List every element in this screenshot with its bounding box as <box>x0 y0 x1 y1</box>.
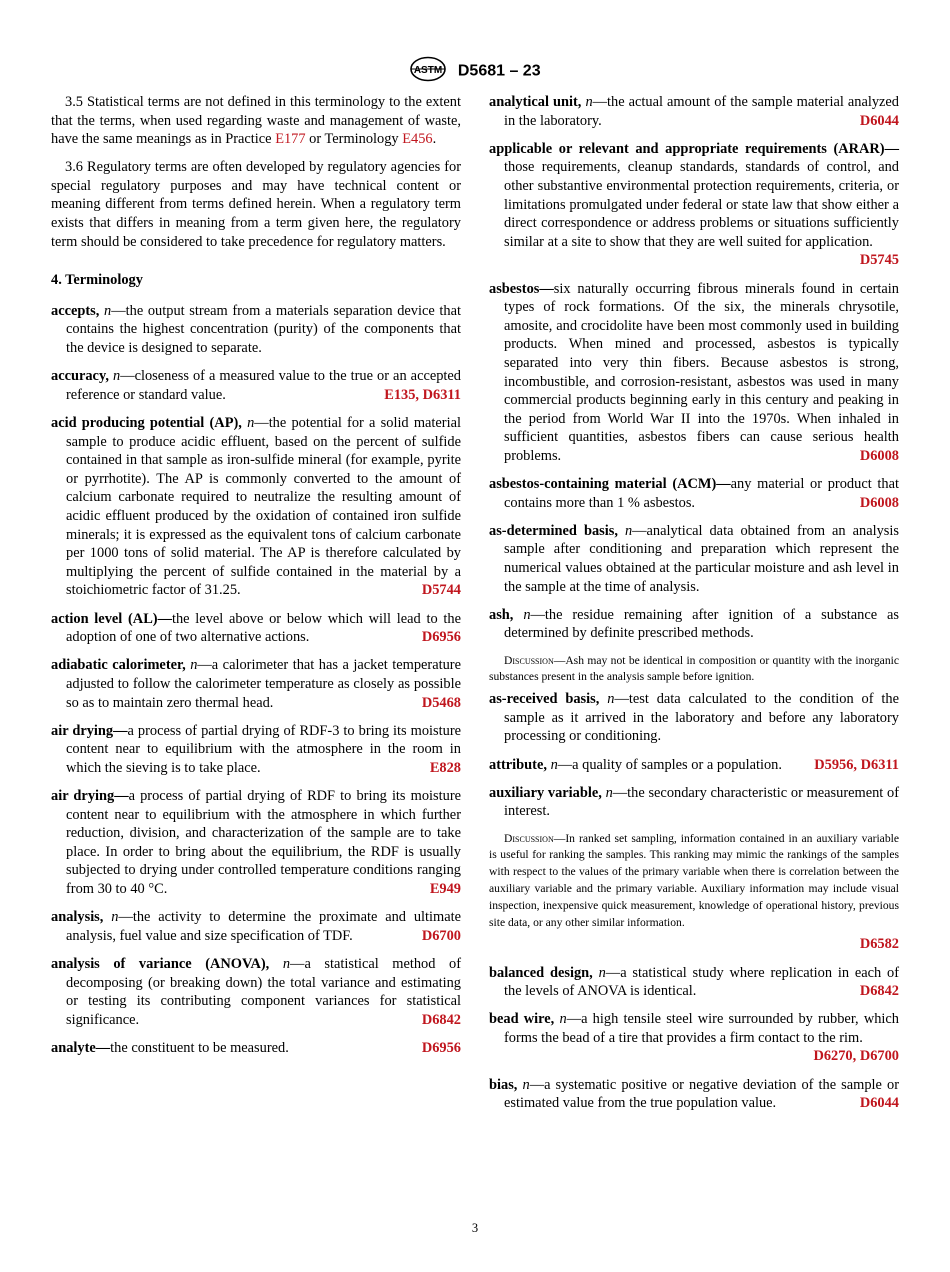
term-name: asbestos-containing material (ACM)— <box>489 476 731 493</box>
definition: —closeness of a measured value to the true or an accepted reference or standard value. <box>66 368 462 403</box>
reference-link[interactable]: D6700 <box>421 927 461 944</box>
part-of-speech: n <box>624 522 633 539</box>
reference-link[interactable]: D5956, D6311 <box>814 756 899 773</box>
definition: the level above or below which will lead to the adoption of one of two alternative actions. <box>66 610 461 646</box>
definition: —a statistical study where replication in each of the levels of ANOVA is identical. <box>504 964 899 1000</box>
term-entry <box>51 1039 461 1058</box>
link-e177[interactable]: E177 <box>275 131 306 148</box>
term-entry <box>489 964 899 1001</box>
reference-line <box>489 935 899 954</box>
term-name: analysis of variance (ANOVA), <box>51 956 270 972</box>
definition: —test data calculated to the condition of the sample as it arrived in the laboratory and before any laboratory processing or conditioning. <box>504 691 899 745</box>
definition: six naturally occurring fibrous minerals found in certain types of rock formations. Of the six, the minerals chrysotile, amosite, and crocidolite have been most commonly used in building products. When mined and processed, asbestos is typically separated into very thin fibers. Because asbestos is strong, incombustible, and corrosion-resistant, asbestos was used in many commercial products beginning early in this century and peaking in the period from World War II into the 1970s. When inhaled in sufficient quantities, asbestos fibers can cause serious health problems. <box>504 280 899 464</box>
reference-link[interactable]: D6008 <box>859 494 899 511</box>
term-entry <box>51 610 461 647</box>
term-entry <box>51 955 461 1029</box>
term-name: bead wire, <box>489 1011 555 1028</box>
reference-link[interactable]: D6956 <box>421 629 461 646</box>
part-of-speech: n <box>522 1076 530 1093</box>
part-of-speech: n <box>282 956 291 972</box>
reference-link[interactable]: D5744 <box>421 582 461 599</box>
reference-link[interactable]: D6582 <box>859 936 899 953</box>
term-entry <box>51 722 461 778</box>
term-name: as-received basis, <box>489 691 600 708</box>
term-name: analyte— <box>51 1039 111 1056</box>
reference-link[interactable]: D6044 <box>859 1095 899 1112</box>
part-of-speech: n <box>585 94 593 110</box>
definition: those requirements, cleanup standards, standards of control, and other substantive environmental protection requirements, criteria, or limitations promulgated under federal or state law that show either a direct correspondence or address problems or situations sufficiently similar at a site to show that they are well suited for application. <box>504 159 899 250</box>
definition: —a quality of samples or a population. <box>557 756 782 773</box>
reference-link[interactable]: D6044 <box>859 112 899 129</box>
term-name: adiabatic calorimeter, <box>51 657 186 674</box>
definition: —the secondary characteristic or measurement of interest. <box>504 784 899 820</box>
term-name: attribute, <box>489 756 547 773</box>
part-of-speech: n <box>190 657 198 674</box>
definition: —the potential for a solid material sample to produce acidic effluent, based on the percent of sulfide contained in that sample as iron-sulfide mineral (for example, pyrite or pyrrhotite). The AP is commonly converted to the amount of calcium carbonate required to neutralize the resulting amount of acidic effluent produced by the oxidation of contained iron sulfide minerals; it is expressed as the equivalent tons of calcium carbonate per 1000 tons of solid material. The AP is therefore calculated by multiplying the percent of sulfide contained in the material by a stoichiometric factor of 31.25. <box>66 415 461 599</box>
term-entry <box>489 1076 899 1113</box>
term-entry <box>489 690 899 746</box>
discussion-note <box>489 831 899 932</box>
term-entry <box>51 908 461 945</box>
reference-link[interactable]: D5468 <box>421 694 461 711</box>
reference-link[interactable]: D6842 <box>421 1011 461 1028</box>
definition: a process of partial drying of RDF-3 to bring its moisture content near to equilibrium with the atmosphere in the room in which the sieving is to take place. <box>66 722 461 776</box>
page-number: 3 <box>471 1221 479 1235</box>
term-name: ash, <box>489 606 514 623</box>
reference-link[interactable]: D6270, D6700 <box>813 1048 899 1065</box>
discussion-text: —In ranked set sampling, information contained in an auxiliary variable is useful for ranking the samples. This ranking may mimic the rankings of the samples with respect to the values of the primary variable when there is correlation between the auxiliary variable and the primary variable. Auxiliary information may include visual inspection, inexpensive quick measurement, knowledge of operational history, previous site data, or any other similar information. <box>489 831 899 929</box>
discussion-label: Discussion <box>504 831 554 845</box>
left-entries <box>51 302 461 1058</box>
term-name: asbestos— <box>489 280 554 297</box>
definition: the constituent to be measured. <box>110 1039 289 1056</box>
right-entries <box>489 93 899 1113</box>
definition: —a statistical method of decomposing (or breaking down) the total variance and estimating or testing its contributing component variances for statistical significance. <box>66 956 461 1028</box>
term-entry <box>489 784 899 821</box>
term-name: as-determined basis, <box>489 522 618 539</box>
discussion-note <box>489 653 899 687</box>
part-of-speech: n <box>113 368 121 385</box>
part-of-speech: n <box>104 302 112 319</box>
term-name: acid producing potential (AP), <box>51 415 242 431</box>
discussion-text: —Ash may not be identical in composition or quantity with the inorganic substances present in the analysis sample before ignition. <box>489 653 899 684</box>
paragraph-3-6: 3.6 Regulatory terms are often developed by regulatory agencies for special regulatory purposes and may have technical content or meaning different from terms defined herein. When a regulatory term exists that differs in meaning from a term given here, the regulatory term should be considered to take precedence for regulatory matters. <box>51 159 461 250</box>
term-name: accuracy, <box>51 368 109 385</box>
section-title: 4. Terminology <box>51 272 143 289</box>
term-entry <box>489 475 899 512</box>
term-entry <box>51 367 461 404</box>
term-name: accepts, <box>51 302 100 319</box>
definition: —the activity to determine the proximate and ultimate analysis, fuel value and size specification of TDF. <box>66 909 461 944</box>
document-code: D5681 – 23 <box>457 62 541 80</box>
reference-link[interactable]: D6956 <box>421 1039 461 1056</box>
reference-link[interactable]: E949 <box>429 881 461 898</box>
term-name: balanced design, <box>489 964 593 981</box>
term-name: applicable or relevant and appropriate requirements (ARAR)— <box>489 140 899 157</box>
page-header <box>0 56 950 87</box>
astm-logo-icon <box>409 56 447 87</box>
term-name: analysis, <box>51 909 104 926</box>
term-entry <box>489 522 899 596</box>
part-of-speech: n <box>605 784 613 801</box>
term-name: auxiliary variable, <box>489 784 602 801</box>
right-column <box>489 93 899 1122</box>
term-entry <box>489 280 899 466</box>
definition: —a calorimeter that has a jacket temperature adjusted to follow the calorimeter temperature as closely as possible so as to maintain zero thermal head. <box>66 657 461 711</box>
term-name: air drying— <box>51 788 129 805</box>
reference-link[interactable]: E135, D6311 <box>384 386 461 403</box>
definition: —analytical data obtained from an analysis sample after conditioning and preparation which represent the numerical values obtained at the particular moisture and ash level in the sample at the time of analysis. <box>504 522 899 595</box>
definition: —the residue remaining after ignition of a substance as determined by definite prescribed methods. <box>504 606 899 642</box>
term-name: analytical unit, <box>489 94 582 110</box>
part-of-speech: n <box>247 415 255 431</box>
reference-link[interactable]: D5745 <box>859 252 899 269</box>
definition: —a high tensile steel wire surrounded by rubber, which forms the bead of a tire that provides a firm contact to the rim. <box>504 1011 899 1046</box>
term-entry <box>489 93 899 130</box>
term-name: action level (AL)— <box>51 610 172 627</box>
reference-link[interactable]: D6008 <box>859 447 899 464</box>
discussion-label: Discussion <box>504 653 554 667</box>
term-entry <box>489 140 899 270</box>
reference-link[interactable]: E828 <box>429 759 461 776</box>
term-name: bias, <box>489 1076 518 1093</box>
part-of-speech: n <box>550 756 558 773</box>
definition: —the output stream from a materials separation device that contains the highest concentration (purity) of the components that the device is designed to separate. <box>66 302 461 357</box>
part-of-speech: n <box>559 1011 567 1028</box>
term-entry <box>51 656 461 712</box>
term-entry <box>51 787 461 899</box>
term-entry <box>51 414 461 600</box>
definition: —the actual amount of the sample material analyzed in the laboratory. <box>504 94 899 129</box>
definition: any material or product that contains more than 1 % asbestos. <box>504 476 899 511</box>
part-of-speech: n <box>607 691 615 708</box>
part-of-speech: n <box>111 909 119 926</box>
part-of-speech: n <box>523 606 531 623</box>
part-of-speech: n <box>598 964 606 981</box>
paragraph-3-5: 3.5 Statistical terms are not defined in this terminology to the extent that the terms, when used regarding waste and management of waste, have the same meanings as in Practice E177 or Terminology E456. <box>51 94 461 148</box>
link-e456[interactable]: E456 <box>402 131 433 148</box>
term-entry <box>51 302 461 358</box>
term-name: air drying— <box>51 722 128 739</box>
reference-link[interactable]: D6842 <box>859 983 899 1000</box>
definition: a process of partial drying of RDF to bring its moisture content near to equilibrium with the atmosphere in which further reduction, division, and characterization of the sample are to take place. In order to bring about the equilibrium, the RDF is usually subjected to drying under controlled temperature conditions ranging from 30 to 40 °C. <box>66 788 461 898</box>
left-column <box>51 93 461 1067</box>
svg-text:ASTM: ASTM <box>414 65 443 76</box>
term-entry <box>489 606 899 643</box>
definition: —a systematic positive or negative deviation of the sample or estimated value from the true population value. <box>504 1076 899 1112</box>
term-entry <box>489 1010 899 1066</box>
term-entry <box>489 756 899 775</box>
